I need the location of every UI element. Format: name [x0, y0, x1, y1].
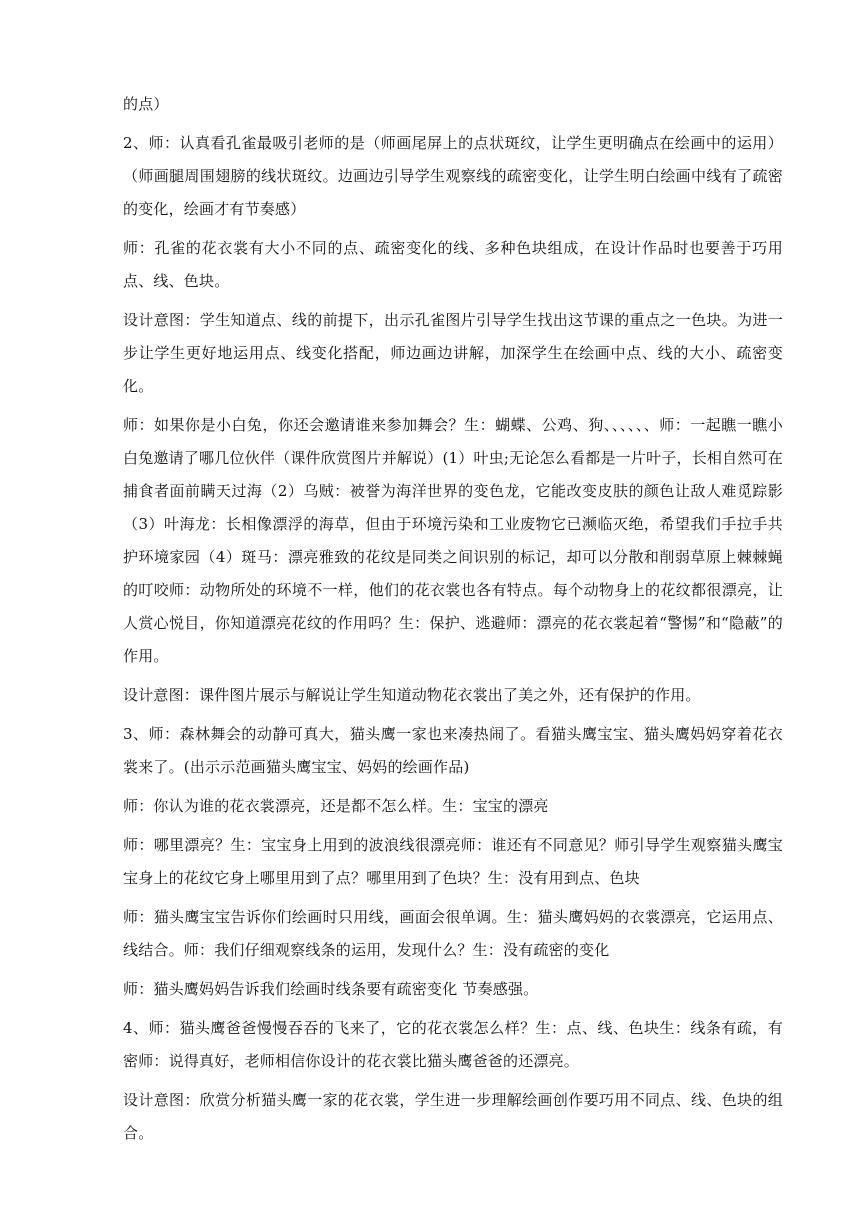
paragraph-mother-owl: 师：猫头鹰妈妈告诉我们绘画时线条要有疏密变化 节奏感强。 — [123, 980, 539, 998]
paragraph-teacher-peacock: 师：孔雀的花衣裳有大小不同的点、疏密变化的线、多种色块组成，在设计作品时也要善于巧用点、线、色块。 — [123, 239, 783, 290]
paragraph-where-pretty: 师：哪里漂亮？生：宝宝身上用到的波浪线很漂亮师：谁还有不同意见？师引导学生观察猫头鹰宝宝身上的花纹它身上哪里用到了点？哪里用到了色块？生：没有用到点、色块 — [123, 836, 783, 887]
paragraph-design-intent-3: 设计意图：欣赏分析猫头鹰一家的花衣裳，学生进一步理解绘画创作要巧用不同点、线、色块的组合。 — [123, 1091, 783, 1142]
paragraph-design-intent-2: 设计意图：课件图片展示与解说让学生知道动物花衣裳出了美之外，还有保护的作用。 — [123, 686, 701, 704]
paragraph-teacher-question: 师：你认为谁的花衣裳漂亮，还是都不怎么样。生：宝宝的漂亮 — [123, 797, 549, 815]
paragraph-continuation: 的点） — [123, 95, 169, 113]
paragraph-baby-owl: 师：猫头鹰宝宝告诉你们绘画时只用线，画面会很单调。生：猫头鹰妈妈的衣裳漂亮，它运用点、线结合。师：我们仔细观察线条的运用，发现什么？生：没有疏密的变化 — [123, 908, 783, 959]
document-page — [123, 88, 783, 1156]
paragraph-step-3: 3、师：森林舞会的动静可真大，猫头鹰一家也来凑热闹了。看猫头鹰宝宝、猫头鹰妈妈穿着花衣裳来了。(出示示范画猫头鹰宝宝、妈妈的绘画作品) — [123, 725, 783, 776]
paragraph-rabbit-dance: 师：如果你是小白兔，你还会邀请谁来参加舞会？生：蝴蝶、公鸡、狗、、、、、、师：一起瞧一瞧小白兔邀请了哪几位伙伴（课件欣赏图片并解说）(1）叶虫;无论怎么看都是一片叶子，长相自然可在捕食者面前瞒天过海（2）乌贼：被誉为海洋世界的变色龙，它能改变皮肤的颜色让敌人难觅踪影（3）叶海龙：长相像漂浮的海草，但由于环境污染和工业废物它已濒临灭绝，希望我们手拉手共护环境家园（4）斑马：漂亮雅致的花纹是同类之间识别的标记，却可以分散和削弱草原上棘棘蝇的叮咬师：动物所处的环境不一样，他们的花衣裳也各有特点。每个动物身上的花纹都很漂亮，让人赏心悦目，你知道漂亮花纹的作用吗？生：保护、逃避师：漂亮的花衣裳起着“警惕”和“隐蔽”的作用。 — [123, 416, 783, 665]
paragraph-design-intent-1: 设计意图：学生知道点、线的前提下，出示孔雀图片引导学生找出这节课的重点之一色块。为进一步让学生更好地运用点、线变化搭配，师边画边讲解，加深学生在绘画中点、线的大小、疏密变化。 — [123, 311, 783, 395]
paragraph-step-4: 4、师：猫头鹰爸爸慢慢吞吞的飞来了，它的花衣裳怎么样？生：点、线、色块生：线条有疏，有密师：说得真好，老师相信你设计的花衣裳比猫头鹰爸爸的还漂亮。 — [123, 1019, 783, 1070]
paragraph-step-2: 2、师：认真看孔雀最吸引老师的是（师画尾屏上的点状斑纹，让学生更明确点在绘画中的运用）（师画腿周围翅膀的线状斑纹。边画边引导学生观察线的疏密变化，让学生明白绘画中线有了疏密的变化，绘画才有节奏感） — [123, 134, 783, 218]
